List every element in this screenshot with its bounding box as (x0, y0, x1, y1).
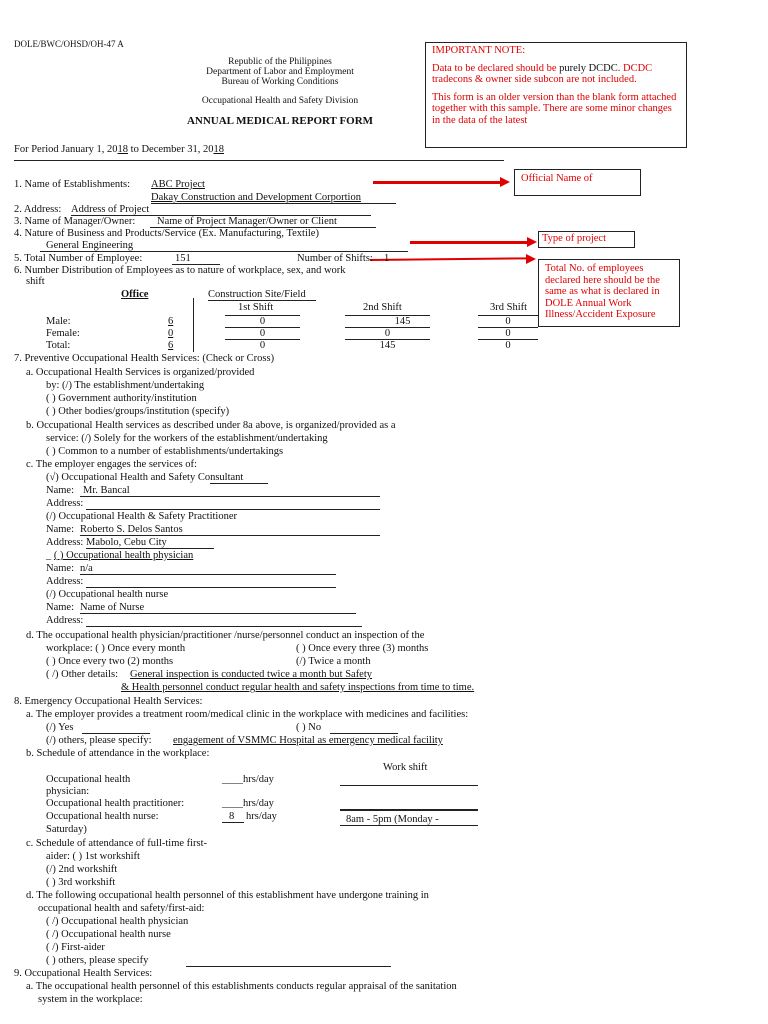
arrow-head-total-employees (526, 254, 536, 264)
col-shift2: 2nd Shift (363, 302, 402, 313)
shift2-line-3 (345, 339, 430, 340)
s7-c4-name: Name of Nurse (80, 602, 145, 613)
item1-label: 1. Name of Establishments: (14, 179, 131, 190)
item6-label-2: shift (26, 276, 45, 287)
s7-d3-value: General inspection is conducted twice a month but Safety (130, 669, 373, 680)
c3-name-line (80, 574, 336, 575)
s8-a-no: ( ) No (296, 722, 322, 733)
col-construction: Construction Site/Field (208, 289, 306, 300)
row-female: Female: (46, 328, 80, 339)
form-title: ANNUAL MEDICAL REPORT FORM (186, 115, 374, 127)
s7-c2-name: Roberto S. Delos Santos (80, 524, 183, 535)
b3-shift-line (340, 825, 478, 826)
org-bureau: Bureau of Working Conditions (221, 77, 339, 87)
s7-c3-name-label: Name: (46, 563, 74, 574)
arrow-official-name (373, 181, 501, 184)
shift3-line-3 (478, 339, 538, 340)
s8-b3: Occupational health nurse: (46, 811, 159, 822)
item4-label: 4. Nature of Business and Products/Service (Ex. Manufacturing, Textile) (14, 228, 319, 239)
s7-c2-addr: Mabolo, Cebu City (86, 537, 167, 548)
c1-addr-line (86, 509, 380, 510)
b3-val-line (222, 822, 244, 823)
item3-label: 3. Name of Manager/Owner: (14, 216, 136, 227)
c1-underline (210, 483, 268, 484)
item6-label: 6. Number Distribution of Employees as to nature of workplace, sex, and work (14, 265, 346, 276)
a-yes-line (82, 733, 150, 734)
important-note-box (425, 42, 687, 148)
s7-d: d. The occupational health physician/practitioner /nurse/personnel conduct an inspection of the (26, 630, 425, 641)
col-office: Office (121, 289, 149, 300)
arrow-head-type-of-project (527, 237, 537, 247)
s7-c3-name: n/a (80, 563, 93, 574)
s8-b1: Occupational health (46, 774, 131, 785)
c1-name-line (80, 496, 380, 497)
s7-c1: (√) Occupational Health and Safety Consultant (46, 472, 244, 483)
s8-c2: (/) 2nd workshift (46, 864, 118, 875)
s7-c4-addr-label: Address: (46, 615, 84, 626)
org-republic: Republic of the Philippines (228, 57, 332, 67)
item1-underline (151, 203, 396, 204)
form-code: DOLE/BWC/OHSD/OH-47 A (14, 39, 124, 49)
b1-shift-line (340, 785, 478, 786)
s8-d2: ( /) Occupational health nurse (46, 929, 171, 940)
office-male: 6 (168, 316, 174, 327)
s8-b2-hrs: ____hrs/day (222, 798, 274, 809)
table-divider (193, 298, 194, 352)
callout-type-of-project: Type of project (538, 231, 635, 248)
item2-value: Address of Project (71, 204, 150, 215)
s7-c4: (/) Occupational health nurse (46, 589, 169, 600)
s8-b1b: physician: (46, 786, 90, 797)
c4-addr-line (86, 626, 362, 627)
shift3-line-2 (478, 327, 538, 328)
item5-value: 151 (175, 253, 191, 264)
shift2-line-2 (345, 327, 430, 328)
col-shift3: 3rd Shift (490, 302, 528, 313)
s7-d1: workplace: ( ) Once every month (46, 643, 186, 654)
s8-a: a. The employer provides a treatment room/medical clinic in the workplace with medicines and facilities: (26, 709, 469, 720)
s8-c3: ( ) 3rd workshift (46, 877, 116, 888)
s7-c1-name: Mr. Bancal (83, 485, 130, 496)
item1-value-2: Dakay Construction and Development Corportion (151, 192, 361, 203)
s9-a2: system in the workplace: (38, 994, 143, 1005)
arrow-type-of-project (410, 241, 528, 244)
s7-d1b: ( ) Once every three (3) months (296, 643, 429, 654)
s8-b1-hrs: ____hrs/day (222, 774, 274, 785)
s7-c1-name-label: Name: (46, 485, 74, 496)
s7-c1-addr-label: Address: (46, 498, 84, 509)
s7-a1: by: (/) The establishment/undertaking (46, 380, 205, 391)
shift3-female: 0 (505, 328, 511, 339)
s7-a2: ( ) Government authority/institution (46, 393, 197, 404)
note-paragraph-1: Data to be declared should be purely DCDC. DCDC tradecons & owner side subcon are not included. (432, 62, 653, 85)
s7-c3: _ ( ) Occupational health physician (46, 550, 194, 561)
c3-addr-line (86, 587, 336, 588)
s8-c: c. Schedule of attendance of full-time first- (26, 838, 208, 849)
callout-official-name: Official Name of (514, 169, 641, 196)
col-shift1: 1st Shift (238, 302, 274, 313)
s7-c2: (/) Occupational Health & Safety Practitioner (46, 511, 237, 522)
s8-b3-val: 8 (229, 811, 235, 822)
s9-title: 9. Occupational Health Services: (14, 968, 153, 979)
item5-label: 5. Total Number of Employee: (14, 253, 143, 264)
s7-c4-name-label: Name: (46, 602, 74, 613)
s7-c3-addr-label: Address: (46, 576, 84, 587)
a-no-line (330, 733, 398, 734)
office-total: 6 (168, 340, 174, 351)
org-dole: Department of Labor and Employment (206, 67, 354, 77)
report-period: For Period January 1, 2018 to December 31, 2018 (14, 144, 224, 155)
arrow-head-official-name (500, 177, 510, 187)
s8-b: b. Schedule of attendance in the workplace: (26, 748, 210, 759)
s7-d3-value-2: & Health personnel conduct regular health and safety inspections from time to time. (121, 682, 475, 693)
s8-a-others-label: (/) others, please specify: (46, 735, 152, 746)
s8-d3: ( /) First-aider (46, 942, 105, 953)
item1-value: ABC Project (151, 179, 205, 190)
s8-work-shift: Work shift (383, 762, 428, 773)
s7-c2-name-label: Name: (46, 524, 74, 535)
office-female: 0 (168, 328, 174, 339)
org-division: Occupational Health and Safety Division (201, 96, 359, 106)
shift2-female: 0 (384, 328, 391, 339)
shift3-total: 0 (505, 340, 511, 351)
s7-d2: ( ) Once every two (2) months (46, 656, 174, 667)
item2-label: 2. Address: (14, 204, 62, 215)
row-total: Total: (46, 340, 71, 351)
c2-addr-line (86, 548, 214, 549)
item4-underline (40, 251, 408, 252)
item4-value: General Engineering (46, 240, 134, 251)
s7-d2b: (/) Twice a month (296, 656, 371, 667)
s7-b1: service: (/) Solely for the workers of the establishment/undertaking (46, 433, 328, 444)
header-divider (14, 160, 504, 161)
d4-line (186, 966, 391, 967)
shift1-male: 0 (259, 316, 266, 327)
s8-d1: ( /) Occupational health physician (46, 916, 189, 927)
s8-c1: aider: ( ) 1st workshift (46, 851, 140, 862)
note-paragraph-2: This form is an older version than the blank form attached together with this sample. There are some minor changes in the data of the latest (432, 91, 677, 126)
s8-b2: Occupational health practitioner: (46, 798, 185, 809)
item5-shifts-value: 1 (384, 253, 390, 264)
s8-d0: occupational health and safety/first-aid: (38, 903, 205, 914)
s8-d: d. The following occupational health personnel of this establishment have undergone training in (26, 890, 429, 901)
shift2-total: 145 (379, 340, 396, 351)
s7-d3-label: ( /) Other details: (46, 669, 119, 680)
s8-a-others-value: engagement of VSMMC Hospital as emergency medical facility (173, 735, 443, 746)
shift3-male: 0 (505, 316, 511, 327)
s7-a: a. Occupational Health Services is organized/provided (26, 367, 255, 378)
shift1-line-2 (225, 327, 300, 328)
s7-a3: ( ) Other bodies/groups/institution (specify) (46, 406, 230, 417)
item3-value: Name of Project Manager/Owner or Client (157, 216, 337, 227)
s7-b2: ( ) Common to a number of establishments/undertakings (46, 446, 284, 457)
s8-b3-shift-2: Saturday) (46, 824, 87, 835)
s8-a-yes: (/) Yes (46, 722, 74, 733)
c2-name-line (80, 535, 380, 536)
s7-c: c. The employer engages the services of: (26, 459, 197, 470)
c4-name-line (80, 613, 356, 614)
s7-b: b. Occupational Health services as described under 8a above, is organized/provided as a (26, 420, 396, 431)
s8-b3-shift: 8am - 5pm (Monday - (346, 814, 439, 825)
s7-title: 7. Preventive Occupational Health Services: (Check or Cross) (14, 353, 275, 364)
s8-title: 8. Emergency Occupational Health Services: (14, 696, 203, 707)
s8-b3-hrs: hrs/day (246, 811, 277, 822)
b3-shift-line-top (340, 810, 478, 811)
shift1-total: 0 (259, 340, 266, 351)
s7-c2-addr-label: Address: (46, 537, 84, 548)
s8-d4: ( ) others, please specify (46, 955, 149, 966)
shift1-female: 0 (259, 328, 266, 339)
row-male: Male: (46, 316, 71, 327)
callout-total-employees: Total No. of employees declared here should be the same as what is declared in DOLE Annual Work Illness/Accident Exposure (538, 259, 680, 327)
note-title: IMPORTANT NOTE: (432, 45, 526, 56)
shift1-line-3 (225, 339, 300, 340)
s9-a: a. The occupational health personnel of this establishments conducts regular appraisal of the sanitation (26, 981, 457, 992)
item5-shifts-label: Number of Shifts: (297, 253, 373, 264)
shift2-male: 145 (394, 316, 411, 327)
arrow-total-employees (370, 257, 530, 261)
construction-underline (208, 300, 316, 301)
